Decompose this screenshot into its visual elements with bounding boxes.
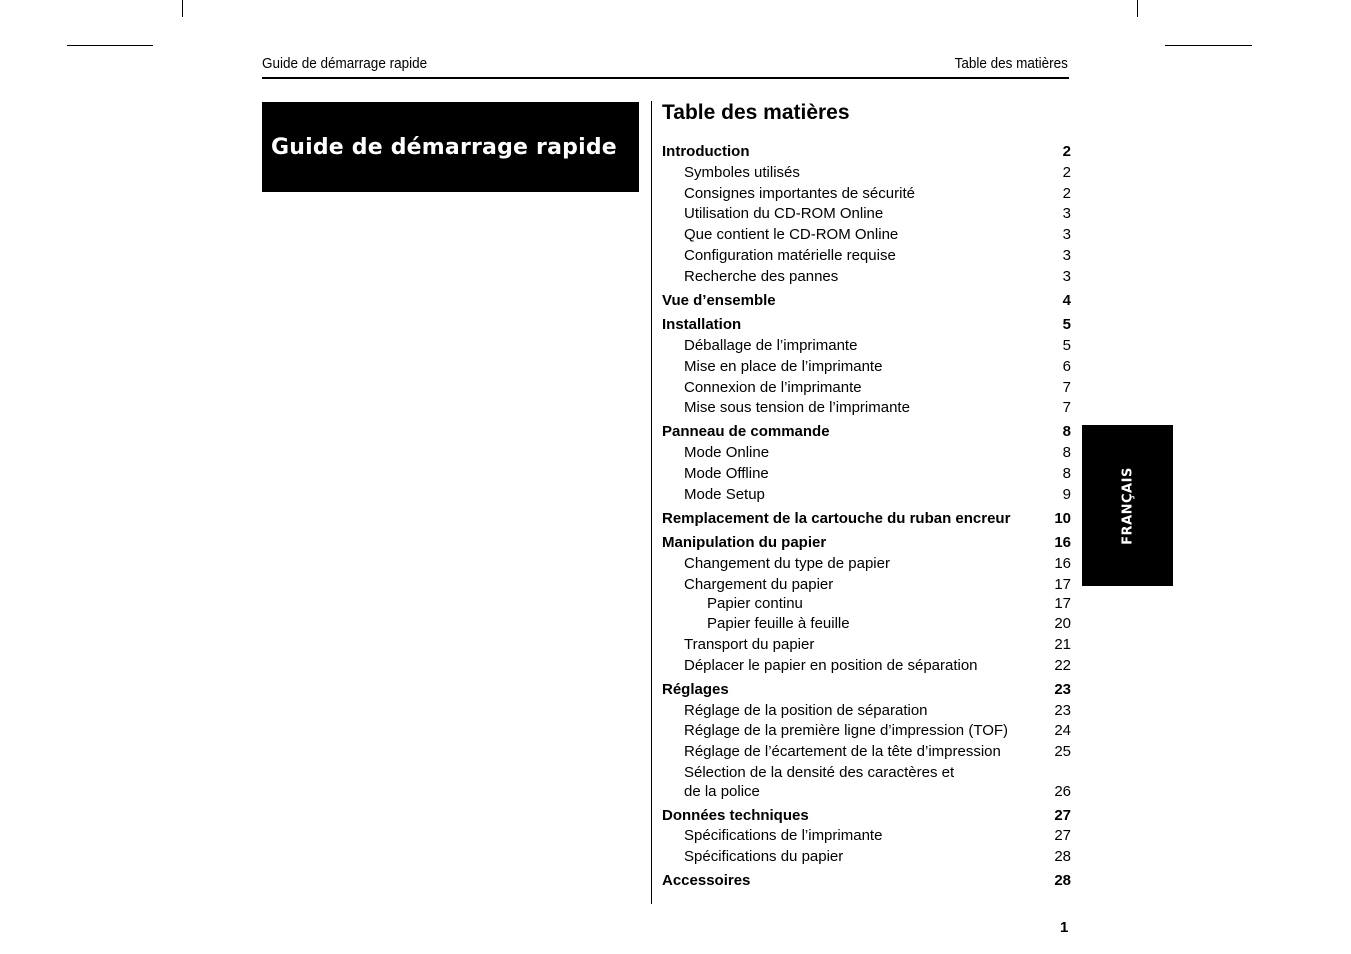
toc-entry-page: 20 <box>1054 615 1071 632</box>
toc-entry <box>662 656 1071 676</box>
toc-entry <box>662 398 1071 418</box>
header-rule <box>262 77 1069 79</box>
toc-entry-title: Spécifications de l’imprimante <box>684 827 883 844</box>
toc-entry-page: 16 <box>1054 555 1071 572</box>
toc-entry <box>662 184 1071 204</box>
toc-entry-page: 17 <box>1054 595 1071 612</box>
toc-entry-page: 2 <box>1062 185 1071 202</box>
toc-entry-page: 5 <box>1062 316 1071 333</box>
toc-entry-page: 7 <box>1062 399 1071 416</box>
toc-entry-page: 28 <box>1054 848 1071 865</box>
toc-entry-page: 8 <box>1062 465 1071 482</box>
toc-entry <box>662 142 1071 162</box>
toc-entry-title: Panneau de commande <box>662 423 830 440</box>
toc-entry <box>662 336 1071 356</box>
crop-mark-top-left-vertical <box>182 0 183 17</box>
toc-entry-page: 26 <box>1054 783 1071 800</box>
toc-entry <box>662 509 1071 529</box>
toc-entry-title: Utilisation du CD-ROM Online <box>684 205 884 222</box>
toc-entry-page: 28 <box>1054 872 1071 889</box>
toc-entry <box>662 680 1071 700</box>
toc-entry-title: Changement du type de papier <box>684 555 890 572</box>
toc-entry <box>662 806 1071 826</box>
toc-entry <box>662 204 1071 224</box>
toc-heading: Table des matières <box>662 101 850 124</box>
toc-entry-title: Remplacement de la cartouche du ruban encreur <box>662 510 1011 527</box>
page-number: 1 <box>1060 919 1069 936</box>
toc-entry <box>662 847 1071 867</box>
toc-entry-title: Mise en place de l’imprimante <box>684 358 883 375</box>
toc-entry <box>662 635 1071 655</box>
toc-entry-page: 27 <box>1054 827 1071 844</box>
toc-entry-page: 6 <box>1062 358 1071 375</box>
toc-entry-title: Sélection de la densité des caractères et <box>684 764 955 781</box>
toc-entry-title: Papier continu <box>707 595 803 612</box>
toc-entry <box>662 357 1071 377</box>
toc-entry-title: Transport du papier <box>684 636 815 653</box>
toc-entry <box>662 225 1071 245</box>
toc-entry <box>662 782 1071 802</box>
toc-entry <box>662 163 1071 183</box>
toc-entry-title: Réglage de la position de séparation <box>684 702 928 719</box>
toc-entry-page: 17 <box>1054 576 1071 593</box>
toc-entry-title: Réglages <box>662 681 729 698</box>
toc-entry <box>662 614 1071 634</box>
toc-entry-title: Symboles utilisés <box>684 164 800 181</box>
toc-entry <box>662 763 1071 783</box>
toc-entry-title: Spécifications du papier <box>684 848 844 865</box>
toc-entry-page: 8 <box>1062 444 1071 461</box>
toc-entry <box>662 554 1071 574</box>
toc-entry <box>662 443 1071 463</box>
toc-entry <box>662 594 1071 614</box>
toc-entry-title: Réglage de l’écartement de la tête d’impression <box>684 743 1001 760</box>
toc-entry-title: Déballage de l’imprimante <box>684 337 858 354</box>
toc-entry <box>662 742 1071 762</box>
toc-entry-title: Données techniques <box>662 807 809 824</box>
crop-mark-top-right-vertical <box>1137 0 1138 17</box>
toc-entry-page: 4 <box>1062 292 1071 309</box>
toc-entry <box>662 575 1071 595</box>
toc-entry-title: Chargement du papier <box>684 576 834 593</box>
toc-entry <box>662 721 1071 741</box>
toc-entry-title: Recherche des pannes <box>684 268 839 285</box>
toc-entry-title: Mode Setup <box>684 486 765 503</box>
column-divider <box>651 101 652 904</box>
toc-entry <box>662 315 1071 335</box>
toc-entry-title: Consignes importantes de sécurité <box>684 185 915 202</box>
toc-entry-page: 24 <box>1054 722 1071 739</box>
toc-entry-page: 25 <box>1054 743 1071 760</box>
toc-entry-page: 5 <box>1062 337 1071 354</box>
toc-entry-page: 9 <box>1062 486 1071 503</box>
toc-entry-page: 3 <box>1062 247 1071 264</box>
toc-entry <box>662 291 1071 311</box>
toc-entry-page: 3 <box>1062 268 1071 285</box>
language-tab <box>1082 425 1173 586</box>
toc-entry <box>662 246 1071 266</box>
toc-entry-page: 2 <box>1062 143 1071 160</box>
crop-mark-top-right-horizontal <box>1165 45 1252 46</box>
toc-entry <box>662 871 1071 891</box>
running-header-left: Guide de démarrage rapide <box>262 55 428 72</box>
toc-entry-title: Déplacer le papier en position de séparation <box>684 657 978 674</box>
toc-entry-title: de la police <box>684 783 760 800</box>
toc-entry-page: 16 <box>1054 534 1071 551</box>
toc-entry-page: 3 <box>1062 205 1071 222</box>
toc-entry-page: 22 <box>1054 657 1071 674</box>
toc-entry-title: Mode Online <box>684 444 770 461</box>
toc-entry <box>662 422 1071 442</box>
guide-title-box <box>262 102 639 192</box>
toc-entry-page: 21 <box>1054 636 1071 653</box>
toc-entry-title: Accessoires <box>662 872 751 889</box>
toc-entry-title: Mode Offline <box>684 465 769 482</box>
running-header-right: Table des matières <box>954 55 1068 72</box>
toc-entry-title: Installation <box>662 316 742 333</box>
toc-entry-title: Connexion de l’imprimante <box>684 379 862 396</box>
toc-entry-title: Papier feuille à feuille <box>707 615 850 632</box>
toc-entry-page: 27 <box>1054 807 1071 824</box>
toc-entry <box>662 826 1071 846</box>
toc-entry-page: 8 <box>1062 423 1071 440</box>
toc-entry-page: 10 <box>1054 510 1071 527</box>
language-tab-label: FRANÇAIS <box>1120 466 1135 545</box>
toc-entry-page: 3 <box>1062 226 1071 243</box>
toc-entry <box>662 485 1071 505</box>
toc-entry-title: Vue d’ensemble <box>662 292 776 309</box>
toc-entry <box>662 701 1071 721</box>
toc-entry <box>662 464 1071 484</box>
toc-entry-title: Que contient le CD-ROM Online <box>684 226 899 243</box>
toc-entry-title: Mise sous tension de l’imprimante <box>684 399 910 416</box>
toc-entry-title: Configuration matérielle requise <box>684 247 896 264</box>
toc-entry-page: 23 <box>1054 702 1071 719</box>
toc-entry <box>662 533 1071 553</box>
toc-entry-page: 23 <box>1054 681 1071 698</box>
crop-mark-top-left-horizontal <box>67 45 153 46</box>
toc-entry-title: Introduction <box>662 143 750 160</box>
guide-title: Guide de démarrage rapide <box>271 134 617 160</box>
toc-entry-page: 2 <box>1062 164 1071 181</box>
toc-entry-page: 7 <box>1062 379 1071 396</box>
toc-entry <box>662 378 1071 398</box>
toc-entry <box>662 267 1071 287</box>
toc-entry-title: Réglage de la première ligne d’impression (TOF) <box>684 722 1009 739</box>
toc-entry-title: Manipulation du papier <box>662 534 827 551</box>
